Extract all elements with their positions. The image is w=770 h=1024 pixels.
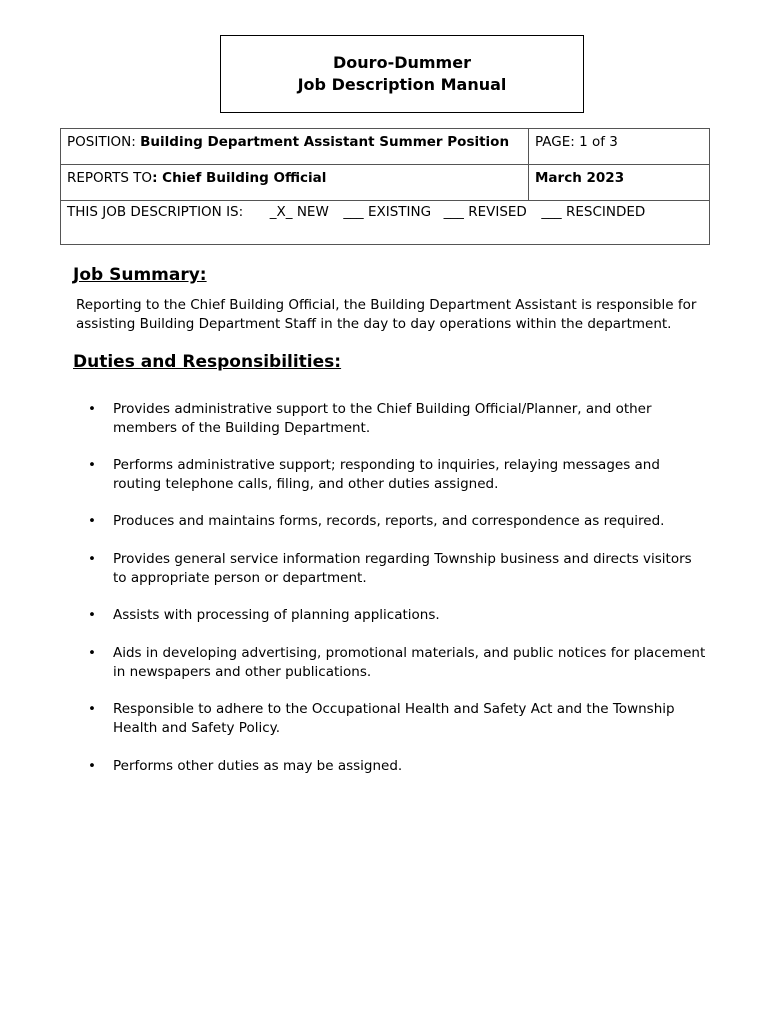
- position-value: Building Department Assistant Summer Position: [140, 134, 510, 150]
- position-cell: [61, 129, 529, 165]
- reports-value: Chief Building Official: [162, 170, 327, 186]
- reports-label: REPORTS TO: [67, 170, 153, 186]
- list-item: [88, 700, 708, 738]
- status-new-mark: _X_: [269, 204, 293, 220]
- status-blank-revised: ___: [443, 204, 464, 220]
- status-new: NEW: [296, 204, 329, 220]
- duty-text: Provides administrative support to the Chief Building Official/Planner, and other members of the Building Department.: [113, 401, 652, 436]
- position-row: [61, 129, 710, 165]
- duty-text: Performs administrative support; responding to inquiries, relaying messages and routing telephone calls, filing, and other duties assigned.: [113, 457, 660, 492]
- job-summary-text: Reporting to the Chief Building Official, the Building Department Assistant is responsible for assisting Building Department Staff in the day to day operations within the department.: [76, 297, 697, 332]
- bullet-icon: •: [88, 513, 96, 529]
- status-cell: [61, 201, 710, 245]
- status-blank-rescinded: ___: [541, 204, 562, 220]
- manual-title: Job Description Manual: [297, 75, 507, 94]
- list-item: [88, 512, 708, 531]
- duty-text: Performs other duties as may be assigned.: [113, 758, 403, 774]
- page-cell: [529, 129, 710, 165]
- duty-text: Responsible to adhere to the Occupational Health and Safety Act and the Township Health and Safety Policy.: [113, 701, 675, 736]
- list-item: [88, 644, 708, 682]
- date-cell: [529, 165, 710, 201]
- duty-text: Produces and maintains forms, records, reports, and correspondence as required.: [113, 513, 665, 529]
- list-item: [88, 456, 708, 494]
- duty-text: Provides general service information regarding Township business and directs visitors to appropriate person or department.: [113, 551, 692, 586]
- org-name: Douro-Dummer: [333, 53, 471, 72]
- title-box: [220, 35, 584, 113]
- bullet-icon: •: [88, 701, 96, 717]
- status-existing: EXISTING: [367, 204, 432, 220]
- page-label: PAGE: 1 of 3: [535, 134, 618, 150]
- status-label: THIS JOB DESCRIPTION IS:: [67, 204, 244, 220]
- status-blank-existing: ___: [343, 204, 364, 220]
- bullet-icon: •: [88, 401, 96, 417]
- status-row: [61, 201, 710, 245]
- bullet-icon: •: [88, 607, 96, 623]
- bullet-icon: •: [88, 645, 96, 661]
- reports-cell: [61, 165, 529, 201]
- job-info-table: [60, 128, 710, 245]
- list-item: [88, 606, 708, 625]
- list-item: [88, 550, 708, 588]
- bullet-icon: •: [88, 551, 96, 567]
- list-item: [88, 400, 708, 438]
- bullet-icon: •: [88, 457, 96, 473]
- duty-text: Aids in developing advertising, promotional materials, and public notices for placement in newspapers and other publications.: [113, 645, 706, 680]
- duty-text: Assists with processing of planning applications.: [113, 607, 440, 623]
- reports-colon: :: [152, 170, 163, 186]
- position-label: POSITION:: [67, 134, 141, 150]
- status-revised: REVISED: [468, 204, 527, 220]
- reports-row: [61, 165, 710, 201]
- bullet-icon: •: [88, 758, 96, 774]
- list-item: [88, 757, 708, 776]
- revision-date: March 2023: [535, 170, 625, 186]
- status-rescinded: RESCINDED: [565, 204, 646, 220]
- job-summary-heading: Job Summary:: [73, 265, 207, 285]
- duties-heading: Duties and Responsibilities:: [73, 352, 342, 372]
